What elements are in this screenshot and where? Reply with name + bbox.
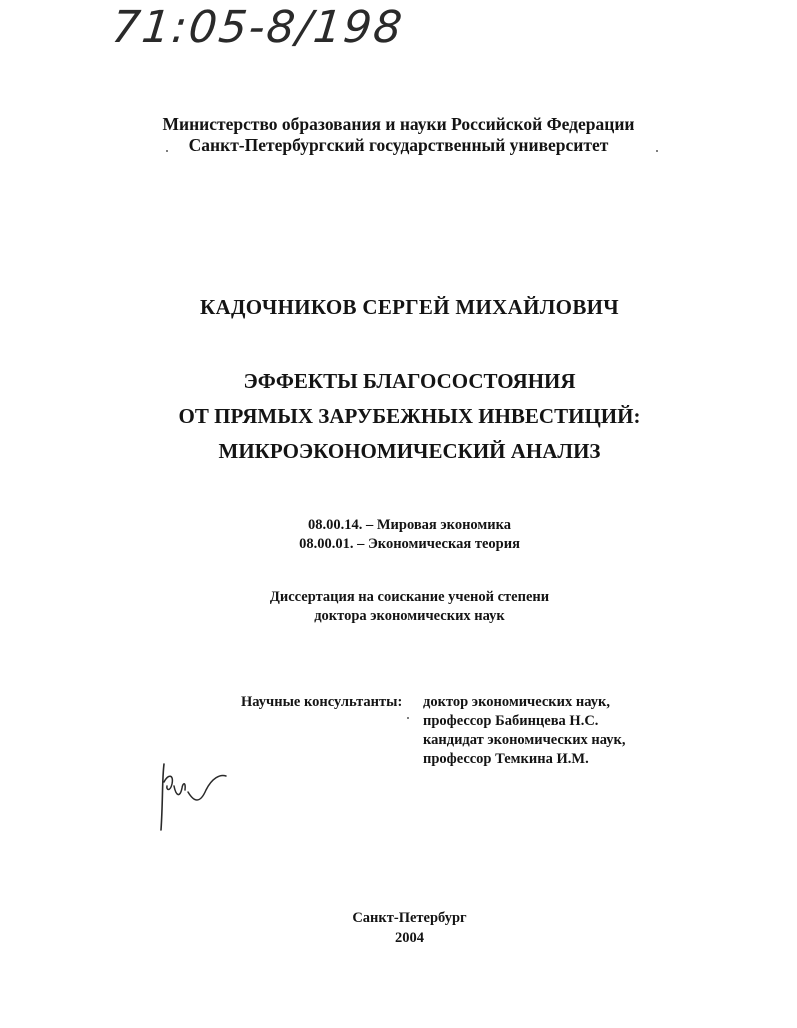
archive-code-handwritten: 71:05-8/198	[109, 2, 407, 53]
city: Санкт-Петербург	[352, 910, 467, 926]
advisor-line: доктор экономических наук,	[423, 694, 610, 710]
place-and-year	[0, 908, 797, 948]
author-name: КАДОЧНИКОВ СЕРГЕЙ МИХАЙЛОВИЧ	[200, 295, 619, 319]
university-name: Санкт-Петербургский государственный университет	[188, 135, 609, 155]
institution-header	[0, 114, 797, 156]
advisors-label: Научные консультанты:	[241, 694, 403, 710]
degree-line: Диссертация на соискание ученой степени	[269, 589, 550, 605]
advisor-line: кандидат экономических наук,	[423, 732, 626, 748]
title-line: ЭФФЕКТЫ БЛАГОСОСТОЯНИЯ	[243, 369, 576, 393]
specialty-line: 08.00.14. – Мировая экономика	[307, 517, 512, 533]
degree-statement	[0, 588, 797, 626]
ministry-name: Министерство образования и науки Российской Федерации	[162, 114, 635, 134]
advisor-line: профессор Темкина И.М.	[423, 751, 589, 767]
advisor-line: профессор Бабинцева Н.С.	[423, 713, 599, 729]
advisors-list	[423, 693, 626, 769]
scan-speck	[407, 717, 409, 719]
year: 2004	[395, 930, 424, 946]
scan-speck	[656, 150, 658, 152]
scan-speck	[166, 150, 168, 152]
degree-line: доктора экономических наук	[314, 608, 505, 624]
handwritten-signature	[150, 760, 240, 834]
specialty-line: 08.00.01. – Экономическая теория	[299, 536, 520, 552]
title-line: ОТ ПРЯМЫХ ЗАРУБЕЖНЫХ ИНВЕСТИЦИЙ:	[178, 404, 641, 428]
dissertation-title	[0, 364, 797, 469]
specialty-codes	[0, 516, 797, 554]
title-line: МИКРОЭКОНОМИЧЕСКИЙ АНАЛИЗ	[218, 439, 601, 463]
